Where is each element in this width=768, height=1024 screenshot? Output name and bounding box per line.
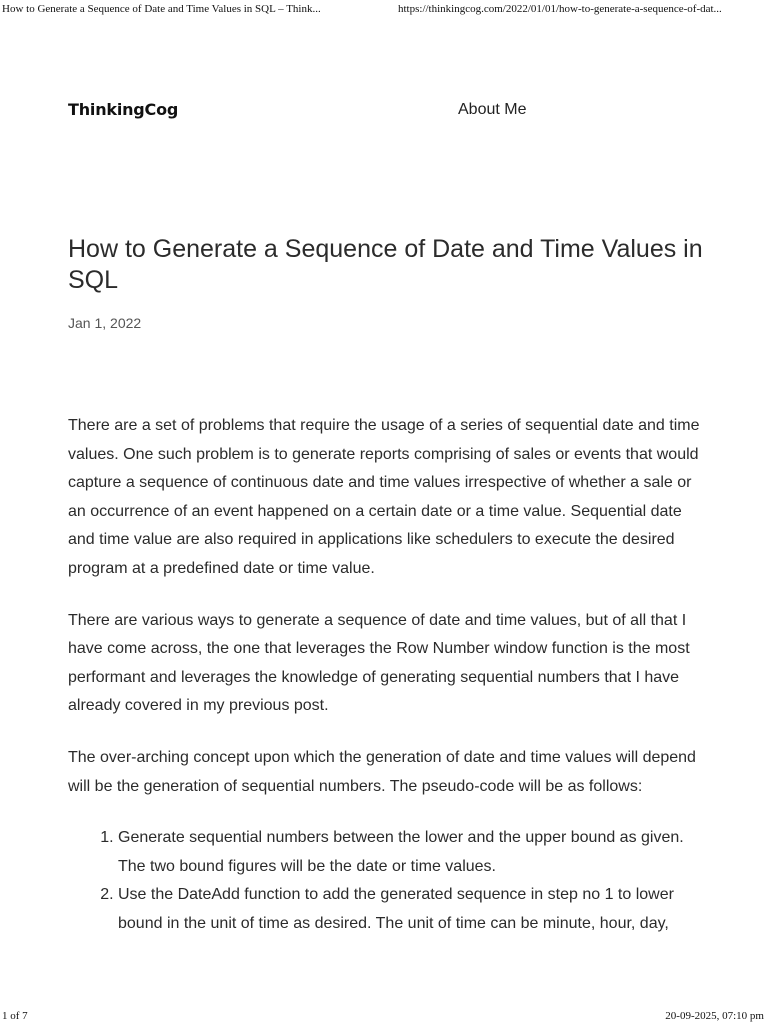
article-paragraph: There are various ways to generate a sequence of date and time values, but of all that I have come across, the one that leverages the Row Number window function is the most performant and leverages the knowledge of generating sequential numbers that I have already covered in my previous post. <box>68 611 690 715</box>
print-timestamp: 20-09-2025, 07:10 pm <box>665 1010 764 1022</box>
print-page-number: 1 of 7 <box>2 1010 28 1022</box>
print-footer <box>0 1010 768 1024</box>
print-page-title: How to Generate a Sequence of Date and Time Values in SQL – Think... <box>2 3 321 15</box>
print-header <box>0 0 768 18</box>
article-title: How to Generate a Sequence of Date and Time Values in SQL <box>68 235 703 294</box>
steps-list <box>68 824 708 938</box>
list-item: 2. Use the DateAdd function to add the generated sequence in step no 1 to lower bound in the unit of time as desired. The unit of time can be minute, hour, day, <box>118 881 708 938</box>
site-header <box>68 100 708 126</box>
article-body <box>68 412 708 939</box>
article-paragraph: The over-arching concept upon which the generation of date and time values will depend will be the generation of sequential numbers. The pseudo-code will be as follows: <box>68 748 696 795</box>
print-url: https://thinkingcog.com/2022/01/01/how-to-generate-a-sequence-of-dat... <box>398 3 722 15</box>
site-logo-link[interactable]: ThinkingCog <box>68 100 179 119</box>
list-item: 1. Generate sequential numbers between the lower and the upper bound as given. The two bound figures will be the date or time values. <box>118 824 708 881</box>
article-date: Jan 1, 2022 <box>68 315 142 331</box>
article-paragraph: There are a set of problems that require the usage of a series of sequential date and time values. One such problem is to generate reports comprising of sales or events that would capture a sequence of continuous date and time values irrespective of whether a sale or an occurrence of an event happened on a certain date or a time value. Sequential date and time value are also required in applications like schedulers to execute the desired program at a predefined date or time value. <box>68 417 700 577</box>
nav-about-me-link[interactable]: About Me <box>458 101 527 118</box>
